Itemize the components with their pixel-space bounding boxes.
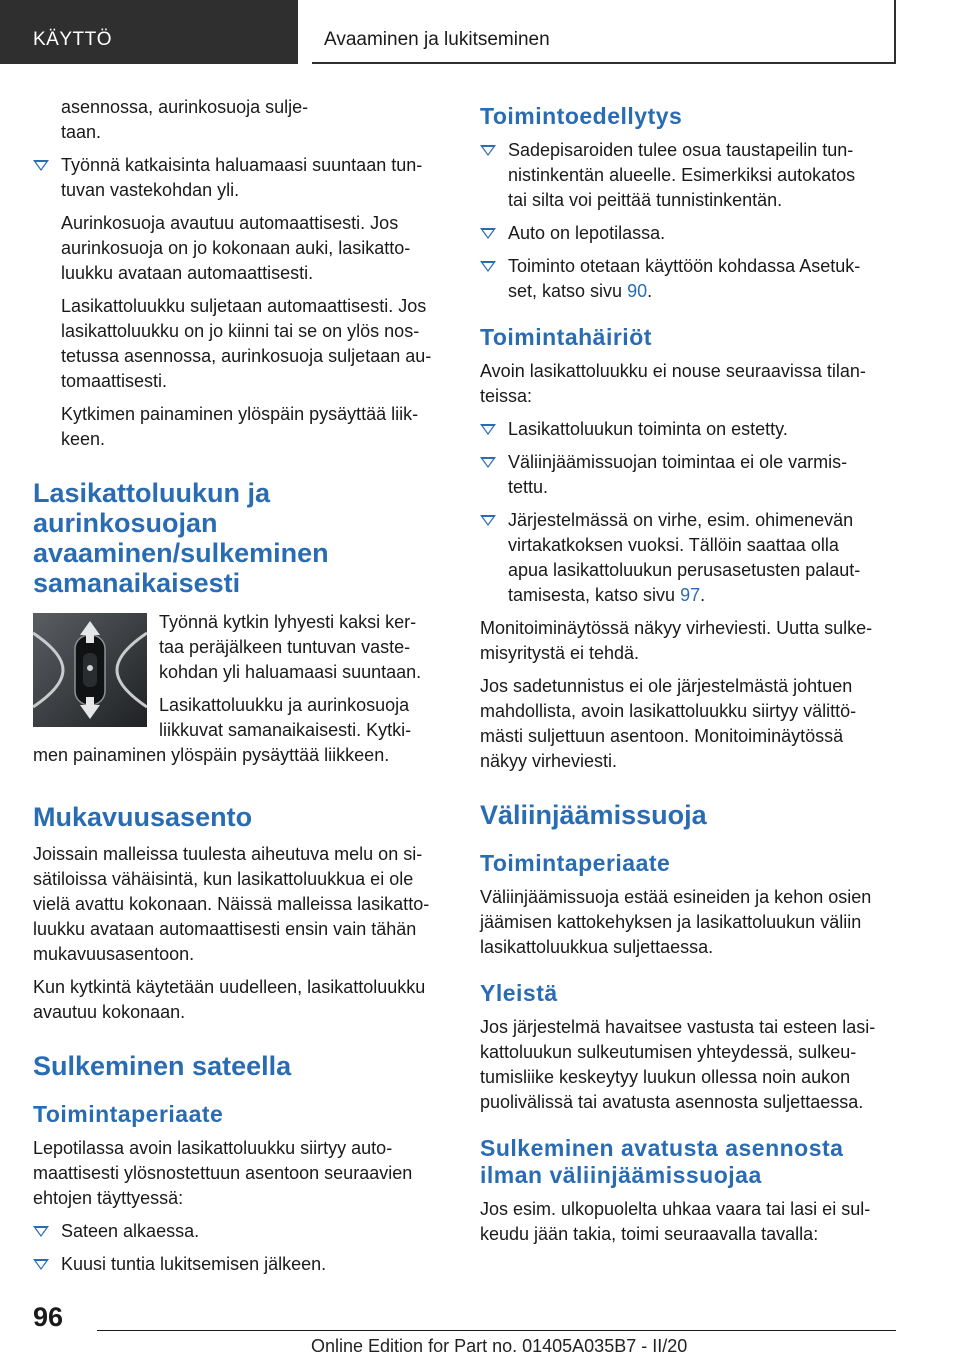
punctuation: . (647, 281, 653, 301)
bullet-triangle-icon (33, 160, 49, 171)
bullet-item (480, 508, 895, 608)
bullet-item (33, 153, 448, 203)
paragraph: Jos järjestelmä havaitsee vastusta tai esteen lasi- kattoluukun sulkeutumisen yhteydessä, sulkeu- tumisliike keskeytyy luukun ollessa noin aukon puolivälissä tai avatusta asennosta suljettaessa. (480, 1017, 876, 1112)
paragraph: asennossa, aurinkosuoja sulje- taan. (61, 97, 309, 142)
page-link-90[interactable]: 90 (627, 281, 648, 301)
paragraph: Jos sadetunnistus ei ole järjestelmästä johtuen mahdollista, avoin lasikattoluukku siirtyy välittö- mästi suljettuun asentoon. Monitoiminäytössä näkyy virheviesti. (480, 676, 857, 771)
bullet-text: Auto on lepotilassa. (508, 223, 666, 243)
bullet-triangle-icon (33, 1226, 49, 1237)
section-heading-rain: Sulkeminen sateella (33, 1051, 292, 1081)
header-title-box (312, 0, 896, 64)
bullet-item (480, 254, 895, 304)
page-link-97[interactable]: 97 (680, 585, 701, 605)
bullet-item (480, 138, 895, 213)
footer-edition-text: Online Edition for Part no. 01405A035B7 - II/20 (311, 1336, 688, 1356)
paragraph: Väliinjäämissuoja estää esineiden ja kehon osien jäämisen kattokehyksen ja lasikattoluukun väliin lasikattoluukkua suljettaessa. (480, 887, 872, 957)
subheading-requirements: Toimintoedellytys (480, 103, 683, 129)
page-number: 96 (33, 1302, 64, 1332)
bullet-triangle-icon (480, 424, 496, 435)
bullet-text: Työnnä katkaisinta haluamaasi suuntaan tun- tuvan vastekohdan yli. (61, 155, 423, 200)
bullet-text: Järjestelmässä on virhe, esim. ohimenevän virtakatkoksen vuoksi. Tällöin saattaa olla apua lasikattoluukun perusasetusten palaut- tamisesta, katso sivu (508, 510, 861, 605)
bullet-item (33, 1219, 448, 1244)
subheading-general: Yleistä (480, 980, 558, 1006)
bullet-triangle-icon (480, 145, 496, 156)
paragraph: Lepotilassa avoin lasikattoluukku siirtyy auto- maattisesti ylösnostettuun asentoon seuraavien ehtojen täyttyessä: (33, 1138, 413, 1208)
subheading-malfunctions: Toimintahäiriöt (480, 324, 652, 350)
subheading-principle: Toimintaperiaate (480, 850, 671, 876)
right-column (480, 95, 895, 1255)
bullet-text: Lasikattoluukun toiminta on estetty. (508, 419, 788, 439)
footer-edition (311, 1336, 687, 1357)
bullet-triangle-icon (480, 515, 496, 526)
bullet-item (480, 221, 895, 246)
paragraph: Kytkimen painaminen ylöspäin pysäyttää liik- keen. (61, 404, 419, 449)
bullet-item (480, 450, 895, 500)
paragraph: Avoin lasikattoluukku ei nouse seuraavissa tilan- teissa: (480, 361, 866, 406)
subheading-close-without-protection: Sulkeminen avatusta asennosta ilman väliinjäämissuojaa (480, 1135, 844, 1188)
bullet-text: Toiminto otetaan käyttöön kohdassa Asetuk- set, katso sivu (508, 256, 861, 301)
paragraph: Kun kytkintä käytetään uudelleen, lasikattoluukku avautuu kokonaan. (33, 977, 426, 1022)
section-heading-comfort: Mukavuusasento (33, 802, 253, 832)
header-section-label: KÄYTTÖ (33, 29, 113, 50)
section-heading-pinch-protection: Väliinjäämissuoja (480, 800, 707, 830)
switch-illustration-block (33, 610, 448, 776)
paragraph: Monitoiminäytössä näkyy virheviesti. Uutta sulke- misyritystä ei tehdä. (480, 618, 873, 663)
bullet-triangle-icon (480, 457, 496, 468)
paragraph: Lasikattoluukku suljetaan automaattisesti. Jos lasikattoluukku on jo kiinni tai se on ylös nos- tetussa asennossa, aurinkosuoja suljetaan au- tomaattisesti. (61, 296, 432, 391)
paragraph: Jos esim. ulkopuolelta uhkaa vaara tai lasi ei sul- keudu jään takia, toimi seuraavalla tavalla: (480, 1199, 871, 1244)
bullet-triangle-icon (33, 1259, 49, 1270)
section-heading-simultaneous: Lasikattoluukun ja aurinkosuojan avaaminen/sulkeminen samanaikaisesti (33, 478, 329, 598)
bullet-text: Väliinjäämissuojan toimintaa ei ole varmis- tettu. (508, 452, 848, 497)
subheading-principle: Toimintaperiaate (33, 1101, 224, 1127)
header-title: Avaaminen ja lukitseminen (324, 29, 550, 50)
paragraph: Työnnä kytkin lyhyesti kaksi ker- taa peräjälkeen tuntuvan vaste- kohdan yli haluamaasi suuntaan. (159, 612, 422, 682)
paragraph: Lasikattoluukku ja aurinkosuoja liikkuvat samanaikaisesti. Kytki- men painaminen ylöspäin pysäyttää liikkeen. (33, 695, 412, 765)
roof-switch-image (33, 613, 147, 727)
bullet-triangle-icon (480, 261, 496, 272)
paragraph: Joissain malleissa tuulesta aiheutuva melu on si- sätiloissa vähäisintä, kun lasikattoluukkua ei ole vielä avattu kokonaan. Näissä malleissa lasikatto- luukku avataan automaattisesti ensin vain tähän mukavuusasentoon. (33, 844, 430, 964)
left-column (33, 95, 448, 1285)
footer-divider (97, 1330, 896, 1331)
paragraph: Aurinkosuoja avautuu automaattisesti. Jos aurinkosuoja on jo kokonaan auki, lasikatto- luukku avataan automaattisesti. (61, 213, 411, 283)
bullet-text: Sadepisaroiden tulee osua taustapeilin tun- nistinkentän alueelle. Esimerkiksi autokatos tai silta voi peittää tunnistinkentän. (508, 140, 856, 210)
punctuation: . (700, 585, 706, 605)
bullet-triangle-icon (480, 228, 496, 239)
bullet-text: Sateen alkaessa. (61, 1221, 200, 1241)
bullet-text: Kuusi tuntia lukitsemisen jälkeen. (61, 1254, 327, 1274)
header-section-tab (0, 0, 298, 64)
bullet-item (480, 417, 895, 442)
bullet-item (33, 1252, 448, 1277)
